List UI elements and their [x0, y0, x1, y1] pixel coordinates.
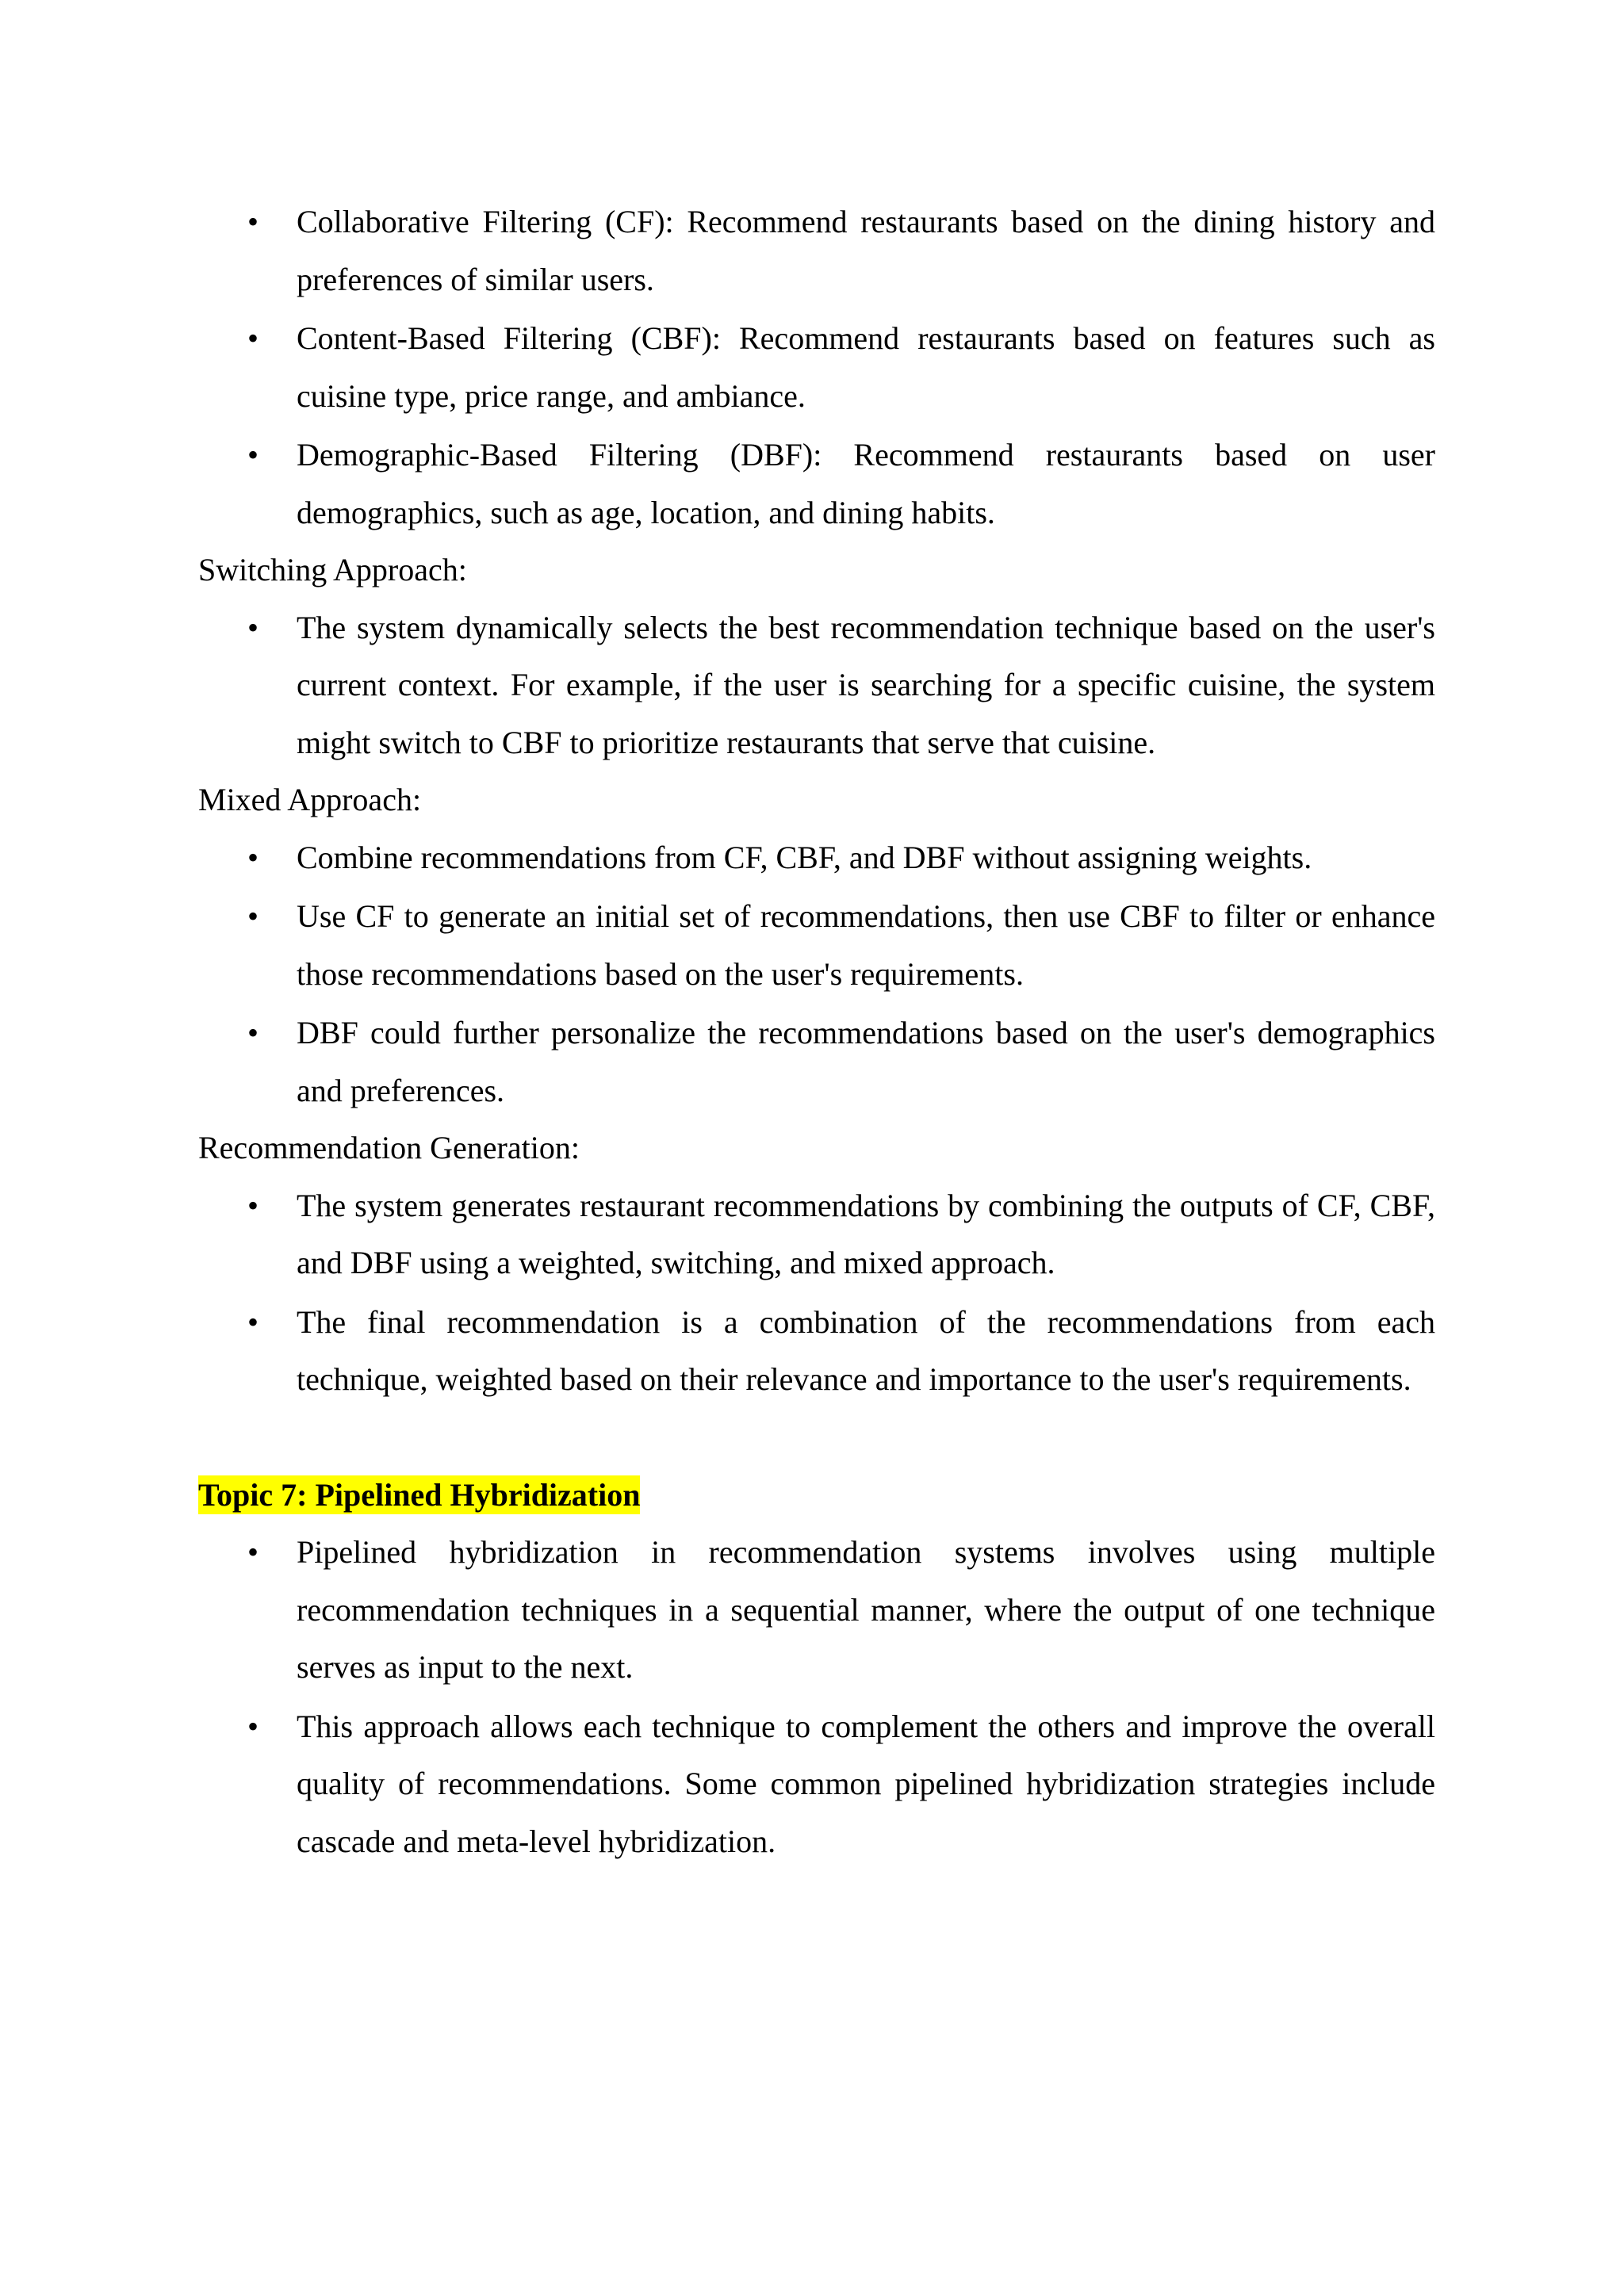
recommendation-generation-heading: Recommendation Generation: [198, 1130, 580, 1165]
bullet-text: The final recommendation is a combination of the recommendations from each technique, weighted based on their relevance and importance to the user's requirements. [297, 1303, 1435, 1397]
list-item [198, 599, 1435, 772]
bullet-icon: • [247, 437, 259, 473]
list-item [198, 1177, 1435, 1292]
bullet-text: Pipelined hybridization in recommendation systems involves using multiple recommendation techniques in a sequential manner, where the output of one technique serves as input to the next. [297, 1534, 1435, 1685]
bullet-text: Content-Based Filtering (CBF): Recommend restaurants based on features such as cuisine type, price range, and ambiance. [297, 320, 1435, 414]
topic-7-highlight: Topic 7: Pipelined Hybridization [198, 1476, 641, 1513]
bullet-icon: • [247, 1187, 259, 1223]
bullet-icon: • [247, 839, 259, 875]
list-item [198, 888, 1435, 1003]
bullet-text: Collaborative Filtering (CF): Recommend restaurants based on the dining history and preferences of similar users. [297, 204, 1435, 297]
bullet-icon: • [247, 204, 259, 239]
bullet-icon: • [247, 1534, 259, 1570]
switching-bullet-list [198, 599, 1435, 772]
list-item [198, 1698, 1435, 1871]
bullet-icon: • [247, 1708, 259, 1744]
mixed-approach-heading: Mixed Approach: [198, 782, 422, 817]
document-page [198, 193, 1435, 1870]
section-spacer [198, 1409, 1435, 1467]
bullet-icon: • [247, 1015, 259, 1050]
bullet-text: DBF could further personalize the recommendations based on the user's demographics and preferences. [297, 1015, 1435, 1108]
bullet-text: Use CF to generate an initial set of recommendations, then use CBF to filter or enhance those recommendations based on the user's requirements. [297, 898, 1435, 992]
list-item [198, 310, 1435, 425]
topic-7-bullet-list [198, 1524, 1435, 1870]
bullet-icon: • [247, 1303, 259, 1340]
intro-bullet-list [198, 193, 1435, 541]
list-item [198, 1004, 1435, 1119]
mixed-bullet-list [198, 829, 1435, 1120]
list-item [198, 427, 1435, 541]
generation-bullet-list [198, 1177, 1435, 1409]
bullet-icon: • [247, 609, 259, 645]
bullet-text: Combine recommendations from CF, CBF, and DBF without assigning weights. [297, 839, 1312, 875]
list-item [198, 829, 1435, 887]
list-item [198, 1294, 1435, 1409]
switching-approach-heading: Switching Approach: [198, 552, 467, 587]
topic-7-heading [198, 1467, 1435, 1525]
bullet-text: The system dynamically selects the best recommendation technique based on the user's current context. For example, if the user is searching for a specific cuisine, the system might switch to CBF to prioritize restaurants that serve that cuisine. [297, 609, 1435, 760]
bullet-text: Demographic-Based Filtering (DBF): Recommend restaurants based on user demographics, such as age, location, and dining habits. [297, 437, 1435, 530]
bullet-icon: • [247, 320, 259, 356]
bullet-text: The system generates restaurant recommendations by combining the outputs of CF, CBF, and DBF using a weighted, switching, and mixed approach. [297, 1187, 1435, 1280]
list-item [198, 193, 1435, 308]
list-item [198, 1524, 1435, 1697]
bullet-icon: • [247, 898, 259, 934]
bullet-text: This approach allows each technique to complement the others and improve the overall quality of recommendations. Some common pipelined hybridization strategies include cascade and meta-level hybridization. [297, 1708, 1435, 1859]
